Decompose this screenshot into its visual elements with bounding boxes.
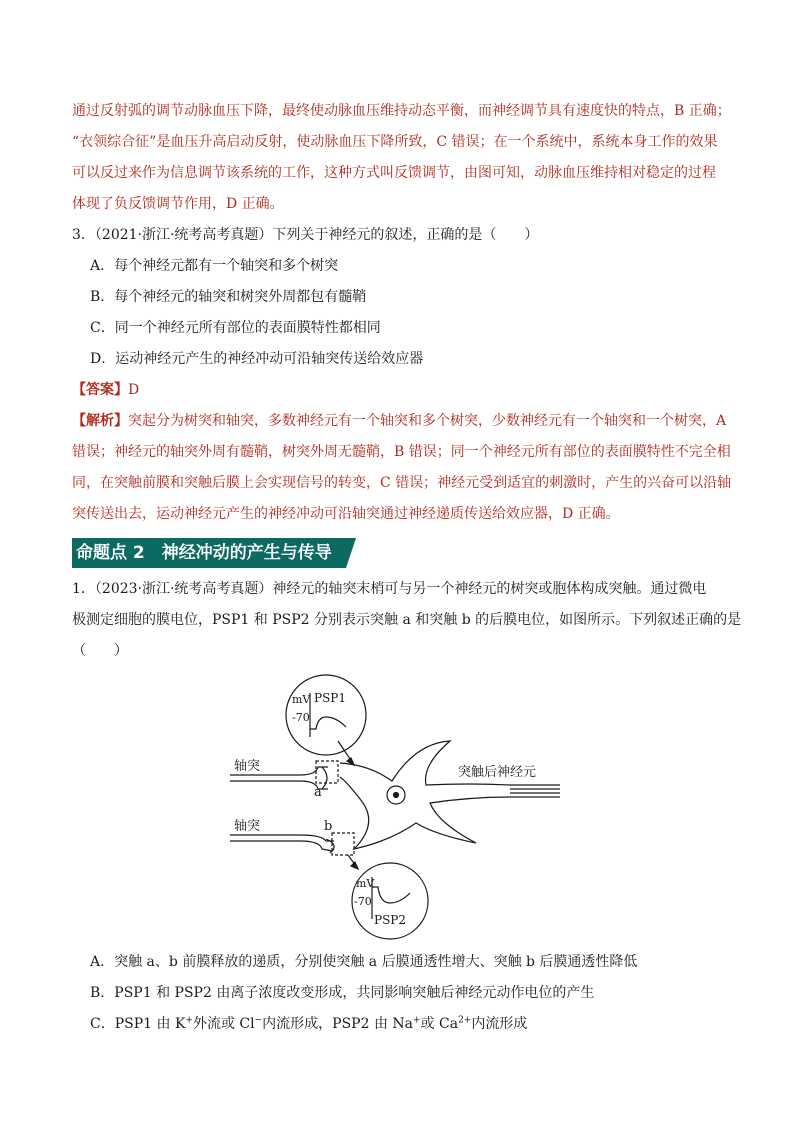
option-c-sup-4: 2+ bbox=[458, 1015, 472, 1026]
axon-b-upper bbox=[230, 835, 334, 841]
question-1-option-b: B．PSP1 和 PSP2 由离子浓度改变形成，共同影响突触后神经元动作电位的产生 bbox=[90, 985, 595, 1001]
psp2-trace bbox=[372, 887, 410, 903]
question-3-analysis-line-1 bbox=[72, 406, 727, 437]
axon-label-upper: 轴突 bbox=[234, 759, 261, 774]
question-3-answer bbox=[72, 375, 724, 406]
synapse-b-box bbox=[332, 833, 354, 855]
question-1-option-c bbox=[72, 1009, 724, 1040]
psp2-mv-label: mV bbox=[356, 877, 375, 890]
psp2-minus70-label: -70 bbox=[354, 895, 372, 908]
prev-analysis-line-2: “衣领综合征”是血压升高启动反射，使动脉血压下降所致，C 错误；在一个系统中，系统本身工作的效果 bbox=[72, 134, 718, 150]
postsynaptic-neuron-label: 突触后神经元 bbox=[458, 765, 537, 780]
psp1-minus70-label: -70 bbox=[292, 711, 310, 724]
psp2-arrow-head bbox=[351, 862, 358, 869]
answer-tag: 【答案】 bbox=[72, 382, 128, 398]
axon-a-terminal bbox=[322, 767, 327, 789]
question-1-stem-line-3: （ ） bbox=[72, 643, 128, 659]
psp1-trace bbox=[310, 717, 346, 729]
question-1-option-a: A．突触 a、b 前膜释放的递质，分别使突触 a 后膜通透性增大、突触 b 后膜通透性降低 bbox=[90, 954, 638, 970]
synapse-diagram bbox=[230, 673, 560, 943]
section-heading bbox=[72, 538, 724, 568]
question-3-option-a: A．每个神经元都有一个轴突和多个树突 bbox=[90, 258, 339, 274]
analysis-tag: 【解析】 bbox=[72, 413, 128, 429]
answer-value: D bbox=[128, 382, 140, 398]
question-3-option-b: B．每个神经元的轴突和树突外周都包有髓鞘 bbox=[90, 289, 367, 305]
section-title: 命题点 2 神经冲动的产生与传导 bbox=[72, 538, 346, 568]
neuron-body-outline bbox=[340, 741, 560, 849]
question-1-stem-line-1: 1．（2023·浙江·统考高考真题）神经元的轴突末梢可与另一个神经元的树突或胞体构成突触。通过微电 bbox=[72, 581, 707, 597]
synapse-a-label: a bbox=[314, 785, 322, 800]
question-3-option-d: D．运动神经元产生的神经冲动可沿轴突传送给效应器 bbox=[90, 351, 424, 367]
option-c-part-1: C．PSP1 由 K bbox=[90, 1016, 186, 1032]
option-c-part-4: 或 Ca bbox=[420, 1016, 459, 1032]
option-c-part-5: 内流形成 bbox=[471, 1016, 528, 1032]
axon-b-lower bbox=[230, 841, 332, 851]
synapse-b-label: b bbox=[324, 819, 333, 834]
analysis-text-1: 突起分为树突和轴突，多数神经元有一个轴突和多个树突，少数神经元有一个轴突和一个树突，A bbox=[128, 413, 727, 429]
option-c-part-3: 内流形成，PSP2 由 Na bbox=[262, 1016, 413, 1032]
section-title-edge bbox=[346, 538, 356, 568]
option-c-sup-1: + bbox=[185, 1015, 193, 1026]
axon-label-lower: 轴突 bbox=[234, 819, 261, 834]
question-3-option-c: C．同一个神经元所有部位的表面膜特性都相同 bbox=[90, 320, 381, 336]
nucleolus bbox=[394, 793, 399, 798]
option-c-sup-2: − bbox=[254, 1015, 263, 1026]
question-1-stem-line-2: 极测定细胞的膜电位，PSP1 和 PSP2 分别表示突触 a 和突触 b 的后膜电位，如图所示。下列叙述正确的是 bbox=[72, 612, 742, 628]
prev-analysis-line-4: 体现了负反馈调节作用，D 正确。 bbox=[72, 196, 284, 212]
question-3-stem: 3．（2021·浙江·统考高考真题）下列关于神经元的叙述，正确的是（ ） bbox=[72, 227, 539, 243]
psp1-label: PSP1 bbox=[314, 691, 347, 705]
psp2-label: PSP2 bbox=[374, 913, 407, 927]
option-c-sup-3: + bbox=[413, 1015, 421, 1026]
question-3-analysis-line-2: 错误；神经元的轴突外周有髓鞘，树突外周无髓鞘，B 错误；同一个神经元所有部位的表面膜特性不完全相 bbox=[72, 444, 731, 460]
prev-analysis-line-1: 通过反射弧的调节动脉血压下降，最终使动脉血压维持动态平衡，而神经调节具有速度快的特点，B 正确； bbox=[72, 103, 731, 119]
psp1-mv-label: mV bbox=[292, 693, 311, 706]
question-3-analysis-line-4: 突传送出去，运动神经元产生的神经冲动可沿轴突通过神经递质传送给效应器，D 正确。 bbox=[72, 506, 620, 522]
question-3-analysis-line-3: 同，在突触前膜和突触后膜上会实现信号的转变，C 错误；神经元受到适宜的刺激时，产生的兴奋可以沿轴 bbox=[72, 475, 732, 491]
synapse-figure bbox=[230, 673, 560, 943]
option-c-part-2: 外流或 Cl bbox=[192, 1016, 255, 1032]
document-page bbox=[72, 96, 742, 1040]
prev-analysis-line-3: 可以反过来作为信息调节该系统的工作，这种方式叫反馈调节，由图可知，动脉血压维持相对稳定的过程 bbox=[72, 165, 716, 181]
